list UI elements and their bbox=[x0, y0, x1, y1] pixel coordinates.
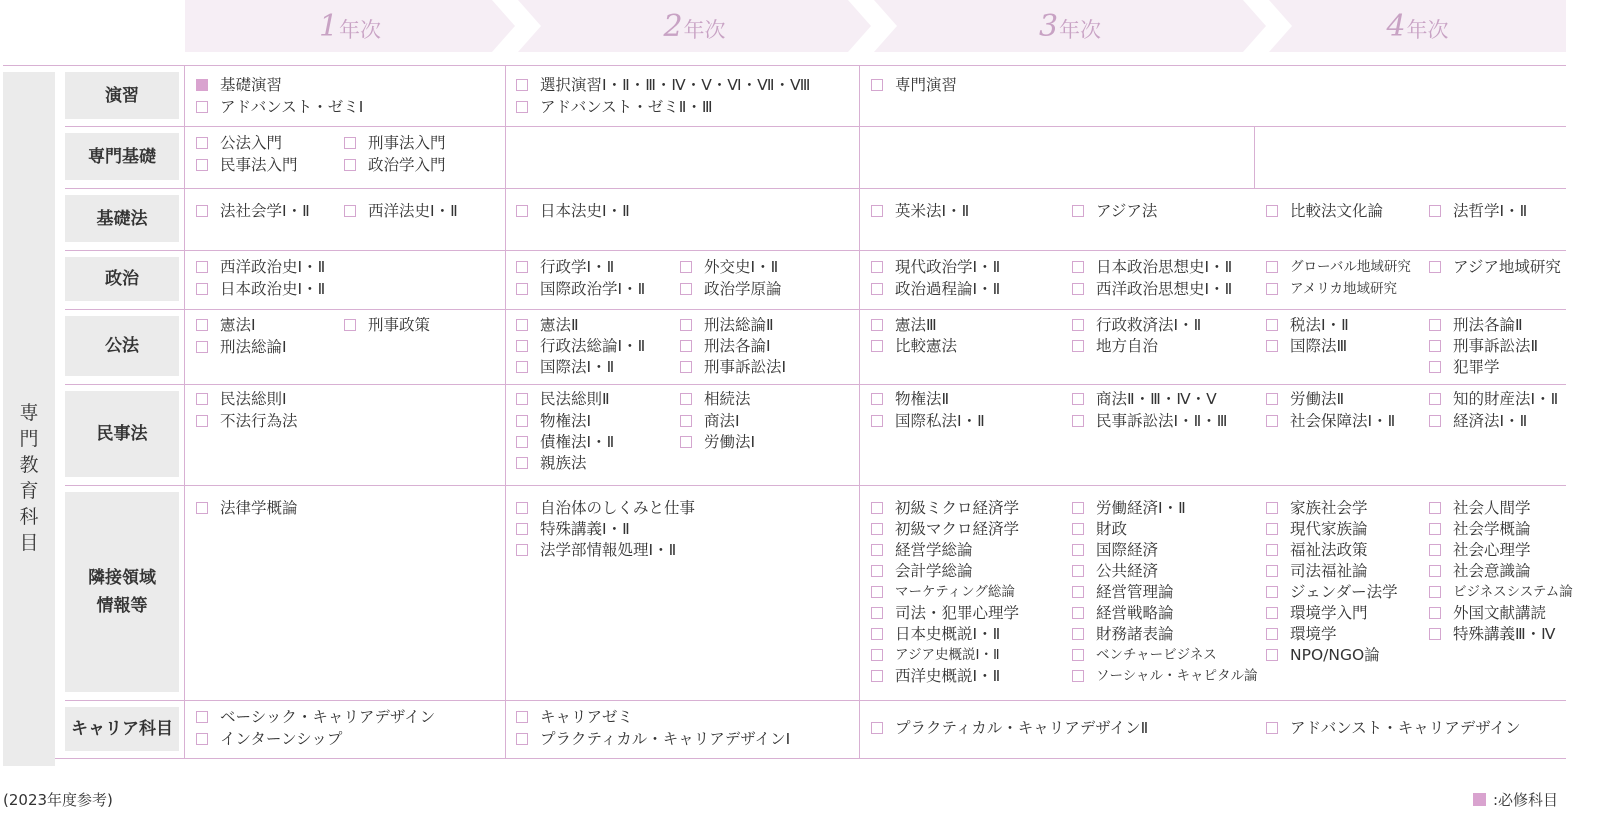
side-label: 専 門 教 育 科 目 bbox=[19, 402, 39, 554]
course-item: 刑事法入門 bbox=[344, 133, 446, 154]
course-item: 刑法各論Ⅰ bbox=[680, 336, 771, 357]
course-item: 労働法Ⅰ bbox=[680, 432, 755, 453]
course-item: アドバンスト・キャリアデザイン bbox=[1266, 718, 1521, 739]
course-item: 社会人間学 bbox=[1429, 498, 1531, 519]
footnote-year: (2023年度参考) bbox=[3, 791, 113, 809]
course-item: アドバンスト・ゼミⅡ・Ⅲ bbox=[516, 97, 713, 118]
course-item: アドバンスト・ゼミⅠ bbox=[196, 97, 363, 118]
course-item: 財務諸表論 bbox=[1072, 624, 1174, 645]
course-item: 労働法Ⅱ bbox=[1266, 389, 1344, 410]
course-item: 選択演習Ⅰ・Ⅱ・Ⅲ・Ⅳ・Ⅴ・Ⅵ・Ⅶ・Ⅷ bbox=[516, 75, 810, 96]
course-item: 民事法入門 bbox=[196, 155, 298, 176]
course-item: 基礎演習 bbox=[196, 75, 282, 96]
course-item: 西洋史概説Ⅰ・Ⅱ bbox=[871, 666, 1000, 687]
course-item: 専門演習 bbox=[871, 75, 957, 96]
course-item: 物権法Ⅰ bbox=[516, 411, 591, 432]
category-koho: 公法 bbox=[65, 316, 179, 376]
course-item: 債権法Ⅰ・Ⅱ bbox=[516, 432, 614, 453]
course-item: 法律学概論 bbox=[196, 498, 298, 519]
course-item: ジェンダー法学 bbox=[1266, 582, 1398, 603]
course-item: 国際法Ⅲ bbox=[1266, 336, 1347, 357]
course-item: 経営戦略論 bbox=[1072, 603, 1174, 624]
course-item: 日本政治史Ⅰ・Ⅱ bbox=[196, 279, 325, 300]
row-divider bbox=[65, 126, 1566, 127]
category-seiji: 政治 bbox=[65, 257, 179, 301]
course-item: 刑事訴訟法Ⅰ bbox=[680, 357, 786, 378]
course-item: 環境学入門 bbox=[1266, 603, 1368, 624]
course-item: 比較憲法 bbox=[871, 336, 957, 357]
course-item: 国際私法Ⅰ・Ⅱ bbox=[871, 411, 985, 432]
course-item: アジア史概説Ⅰ・Ⅱ bbox=[871, 645, 1000, 666]
legend-required: :必修科目 bbox=[1473, 789, 1558, 810]
course-item: 社会意識論 bbox=[1429, 561, 1531, 582]
course-item: 刑法総論Ⅱ bbox=[680, 315, 774, 336]
course-item: ビジネスシステム論 bbox=[1429, 582, 1573, 603]
side-label-box bbox=[3, 72, 55, 766]
course-item: 国際政治学Ⅰ・Ⅱ bbox=[516, 279, 645, 300]
course-item: 特殊講義Ⅰ・Ⅱ bbox=[516, 519, 630, 540]
course-item: 憲法Ⅲ bbox=[871, 315, 937, 336]
course-item: インターンシップ bbox=[196, 729, 342, 750]
course-item: 環境学 bbox=[1266, 624, 1337, 645]
course-item: プラクティカル・キャリアデザインⅠ bbox=[516, 729, 790, 750]
course-item: 現代家族論 bbox=[1266, 519, 1368, 540]
course-item: NPO/NGO論 bbox=[1266, 645, 1380, 666]
course-item: 自治体のしくみと仕事 bbox=[516, 498, 695, 519]
course-item: プラクティカル・キャリアデザインⅡ bbox=[871, 718, 1148, 739]
course-item: 憲法Ⅰ bbox=[196, 315, 256, 336]
course-item: 親族法 bbox=[516, 453, 587, 474]
course-item: 物権法Ⅱ bbox=[871, 389, 949, 410]
course-item: 刑事訴訟法Ⅱ bbox=[1429, 336, 1538, 357]
course-item: 税法Ⅰ・Ⅱ bbox=[1266, 315, 1349, 336]
course-item: アジア法 bbox=[1072, 201, 1157, 222]
row-divider bbox=[65, 384, 1566, 385]
course-item: 西洋政治思想史Ⅰ・Ⅱ bbox=[1072, 279, 1232, 300]
course-item: 会計学総論 bbox=[871, 561, 973, 582]
column-divider bbox=[859, 65, 860, 758]
course-item: 福祉法政策 bbox=[1266, 540, 1368, 561]
course-item: 家族社会学 bbox=[1266, 498, 1368, 519]
column-divider bbox=[184, 65, 185, 758]
course-item: 社会学概論 bbox=[1429, 519, 1531, 540]
row-divider bbox=[65, 309, 1566, 310]
course-item: 政治学原論 bbox=[680, 279, 782, 300]
course-item: 労働経済Ⅰ・Ⅱ bbox=[1072, 498, 1186, 519]
course-item: アジア地域研究 bbox=[1429, 257, 1561, 278]
course-item: 西洋法史Ⅰ・Ⅱ bbox=[344, 201, 458, 222]
course-item: キャリアゼミ bbox=[516, 707, 633, 728]
course-item: 行政法総論Ⅰ・Ⅱ bbox=[516, 336, 645, 357]
course-item: 社会心理学 bbox=[1429, 540, 1531, 561]
row-divider bbox=[65, 188, 1566, 189]
course-item: 刑法総論Ⅰ bbox=[196, 337, 287, 358]
category-rinsetsu: 隣接領域 情報等 bbox=[65, 492, 179, 692]
course-item: 社会保障法Ⅰ・Ⅱ bbox=[1266, 411, 1395, 432]
course-item: 外国文献講読 bbox=[1429, 603, 1546, 624]
course-item: 特殊講義Ⅲ・Ⅳ bbox=[1429, 624, 1556, 645]
course-item: マーケティング総論 bbox=[871, 582, 1015, 603]
course-item: 日本史概説Ⅰ・Ⅱ bbox=[871, 624, 1000, 645]
course-item: 公共経済 bbox=[1072, 561, 1158, 582]
course-item: ソーシャル・キャピタル論 bbox=[1072, 666, 1257, 687]
course-item: 法学部情報処理Ⅰ・Ⅱ bbox=[516, 540, 676, 561]
category-minji-ho: 民事法 bbox=[65, 391, 179, 477]
column-divider bbox=[505, 65, 506, 758]
course-item: 経営管理論 bbox=[1072, 582, 1174, 603]
course-item: 初級ミクロ経済学 bbox=[871, 498, 1019, 519]
course-item: 政治過程論Ⅰ・Ⅱ bbox=[871, 279, 1000, 300]
row-divider bbox=[65, 700, 1566, 701]
course-item: 民法総則Ⅱ bbox=[516, 389, 610, 410]
course-item: 行政学Ⅰ・Ⅱ bbox=[516, 257, 614, 278]
course-item: 公法入門 bbox=[196, 133, 282, 154]
column-divider bbox=[1254, 126, 1255, 188]
category-enshu: 演習 bbox=[65, 72, 179, 119]
course-item: 刑法各論Ⅱ bbox=[1429, 315, 1523, 336]
course-item: 民事訴訟法Ⅰ・Ⅱ・Ⅲ bbox=[1072, 411, 1227, 432]
course-item: アメリカ地域研究 bbox=[1266, 279, 1397, 300]
course-item: グローバル地域研究 bbox=[1266, 257, 1411, 278]
course-item: 日本政治思想史Ⅰ・Ⅱ bbox=[1072, 257, 1232, 278]
year-1-label: 1 年次 bbox=[318, 9, 382, 44]
category-career: キャリア科目 bbox=[65, 707, 179, 751]
course-item: 西洋政治史Ⅰ・Ⅱ bbox=[196, 257, 325, 278]
course-item: 商法Ⅰ bbox=[680, 411, 740, 432]
course-item: 初級マクロ経済学 bbox=[871, 519, 1019, 540]
course-item: 法哲学Ⅰ・Ⅱ bbox=[1429, 201, 1527, 222]
course-item: 現代政治学Ⅰ・Ⅱ bbox=[871, 257, 1000, 278]
course-item: 司法・犯罪心理学 bbox=[871, 603, 1019, 624]
course-item: 司法福祉論 bbox=[1266, 561, 1368, 582]
course-item: 犯罪学 bbox=[1429, 357, 1500, 378]
course-item: 地方自治 bbox=[1072, 336, 1158, 357]
course-item: 商法Ⅱ・Ⅲ・Ⅳ・Ⅴ bbox=[1072, 389, 1217, 410]
course-item: 外交史Ⅰ・Ⅱ bbox=[680, 257, 778, 278]
course-item: 不法行為法 bbox=[196, 411, 298, 432]
course-item: 憲法Ⅱ bbox=[516, 315, 579, 336]
course-item: 刑事政策 bbox=[344, 315, 430, 336]
category-senmon-kiso: 専門基礎 bbox=[65, 133, 179, 180]
course-item: 国際経済 bbox=[1072, 540, 1158, 561]
year-2-label: 2 年次 bbox=[663, 9, 726, 44]
course-item: 英米法Ⅰ・Ⅱ bbox=[871, 201, 969, 222]
row-divider bbox=[65, 485, 1566, 486]
course-item: 法社会学Ⅰ・Ⅱ bbox=[196, 201, 310, 222]
row-divider bbox=[3, 758, 1566, 759]
course-item: 政治学入門 bbox=[344, 155, 446, 176]
course-item: 経営学総論 bbox=[871, 540, 973, 561]
course-item: 比較法文化論 bbox=[1266, 201, 1383, 222]
year-4-label: 4 年次 bbox=[1386, 9, 1449, 44]
course-item: 知的財産法Ⅰ・Ⅱ bbox=[1429, 389, 1558, 410]
category-kiso-ho: 基礎法 bbox=[65, 195, 179, 242]
course-item: ベーシック・キャリアデザイン bbox=[196, 707, 435, 728]
course-item: 相続法 bbox=[680, 389, 751, 410]
course-item: ベンチャービジネス bbox=[1072, 645, 1217, 666]
row-divider bbox=[3, 65, 1566, 66]
course-item: 日本法史Ⅰ・Ⅱ bbox=[516, 201, 630, 222]
course-item: 行政救済法Ⅰ・Ⅱ bbox=[1072, 315, 1201, 336]
row-divider bbox=[65, 250, 1566, 251]
course-item: 財政 bbox=[1072, 519, 1127, 540]
course-item: 国際法Ⅰ・Ⅱ bbox=[516, 357, 614, 378]
course-item: 民法総則Ⅰ bbox=[196, 389, 287, 410]
year-3-label: 3 年次 bbox=[1038, 9, 1102, 44]
course-item: 経済法Ⅰ・Ⅱ bbox=[1429, 411, 1527, 432]
